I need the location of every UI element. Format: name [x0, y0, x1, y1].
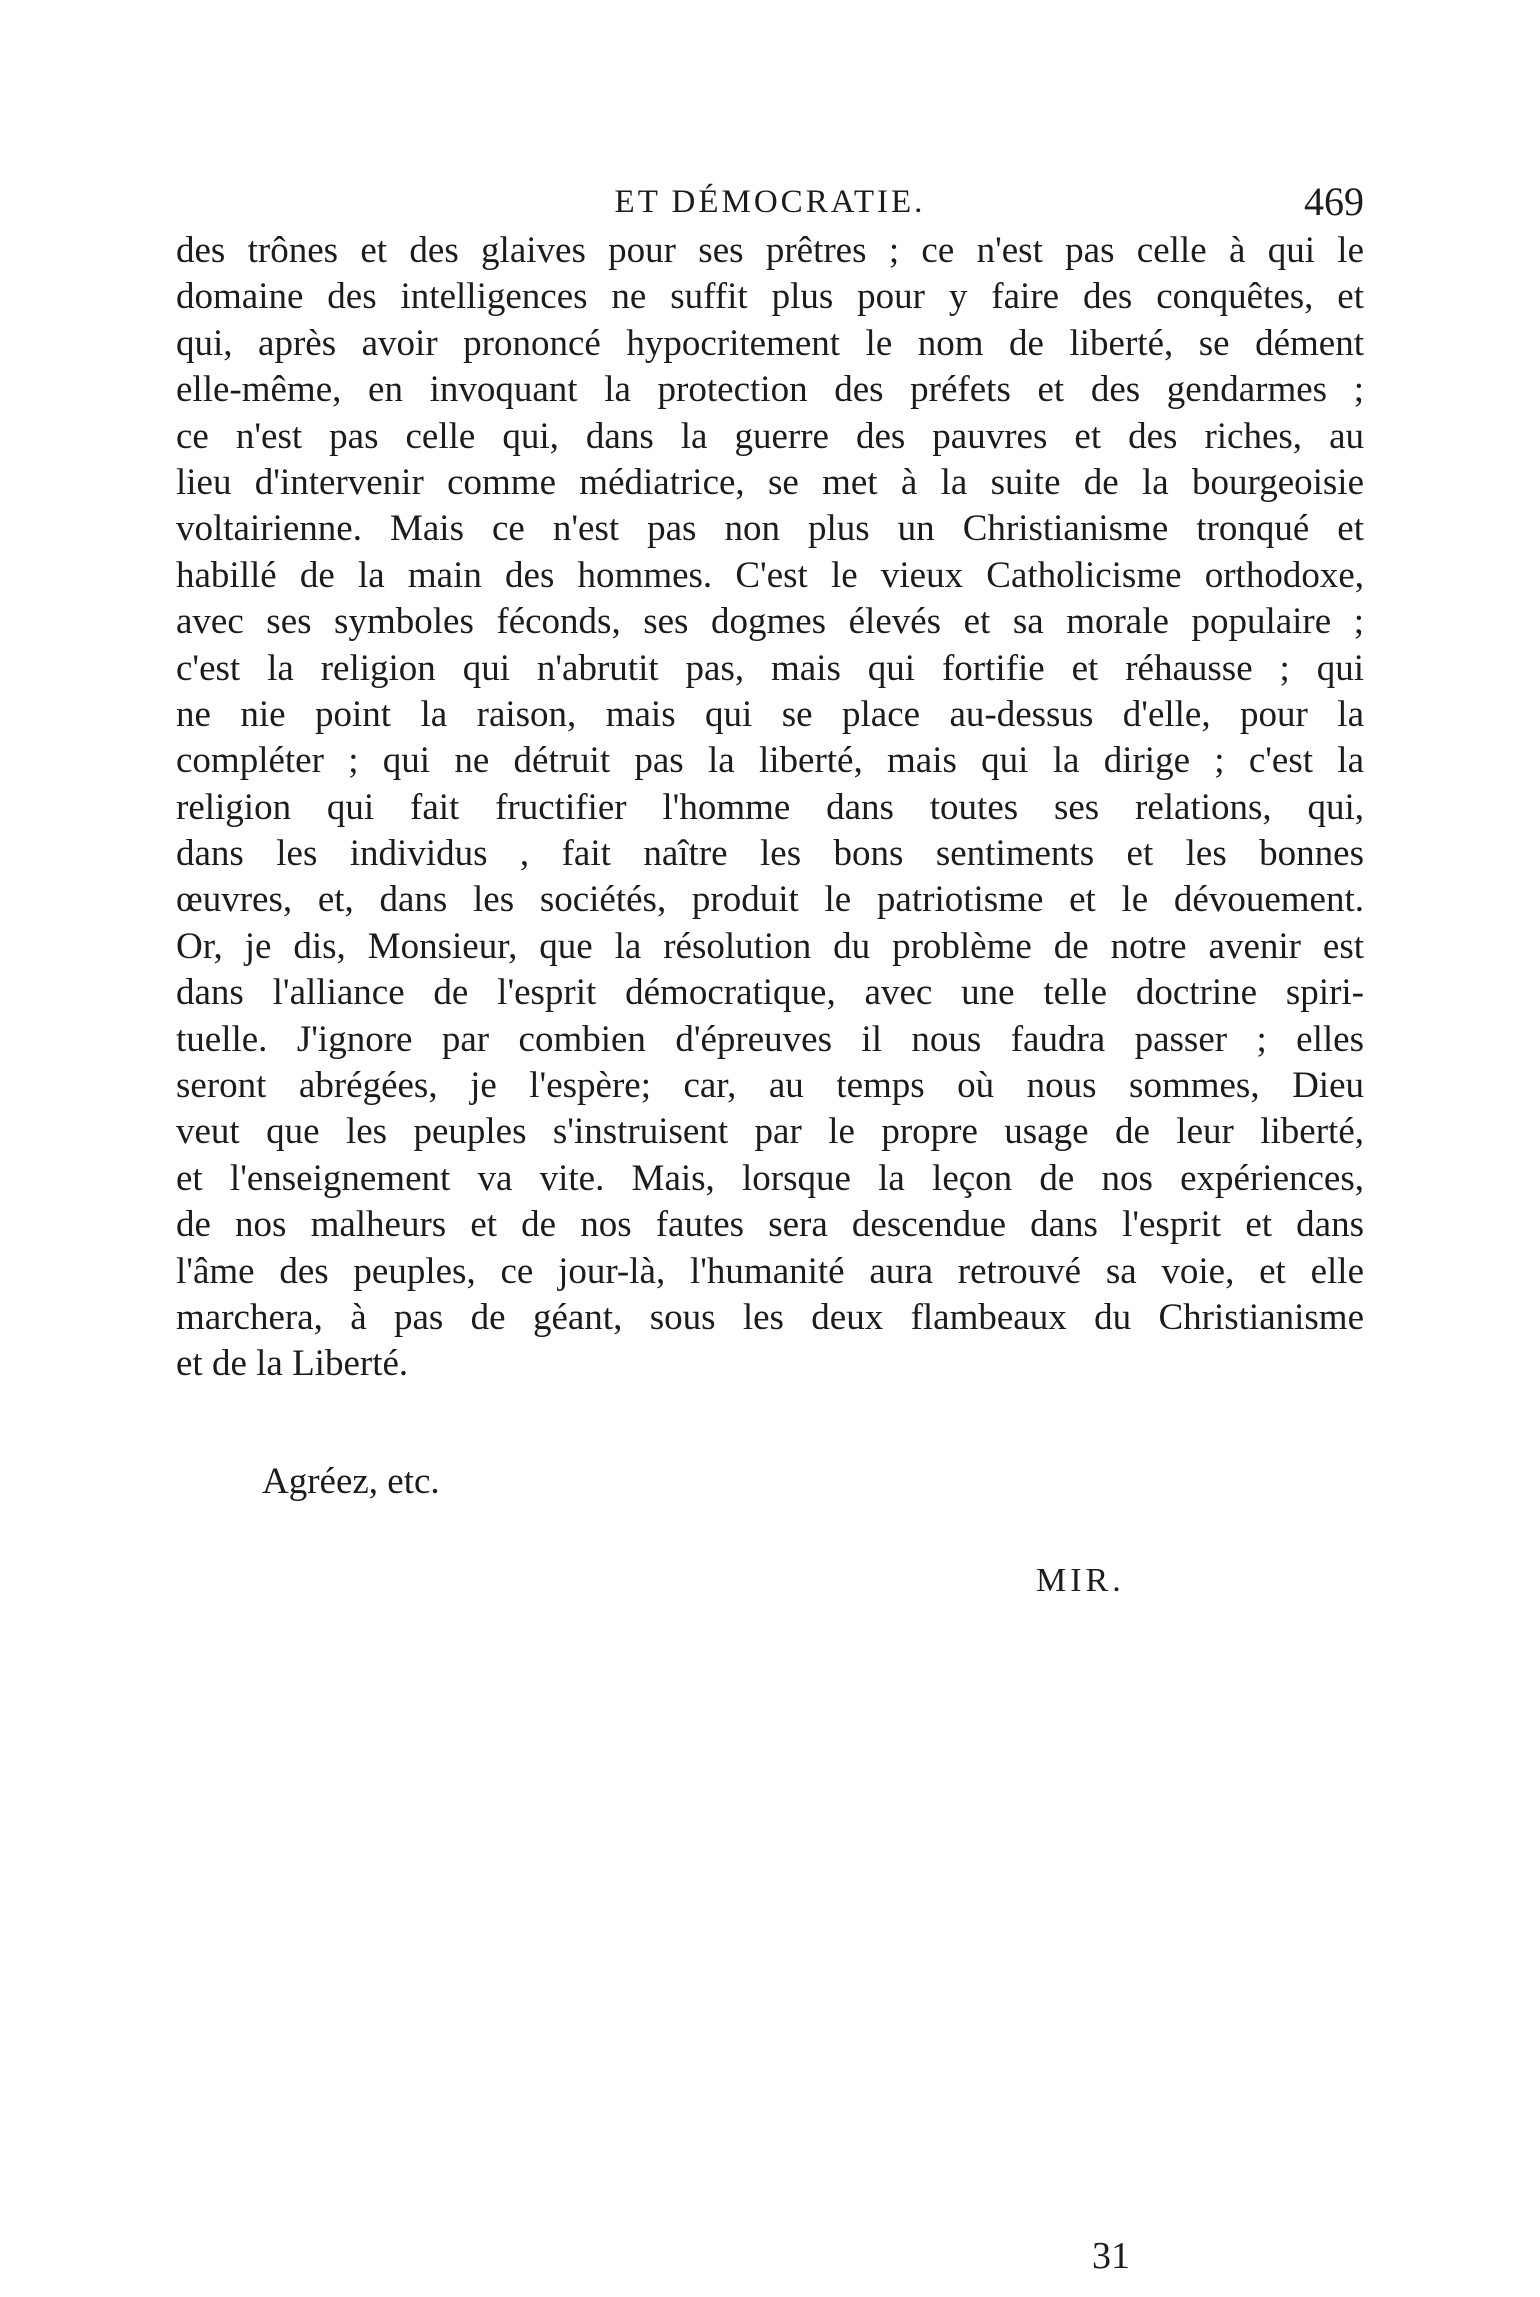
text-line: dans les individus , fait naître les bons sentiments et les bonnes	[176, 833, 1364, 875]
text-line: veut que les peuples s'instruisent par le propre usage de leur liberté,	[176, 1111, 1364, 1153]
text-line: œuvres, et, dans les sociétés, produit le patriotisme et le dévouement.	[176, 879, 1364, 921]
text-line: marchera, à pas de géant, sous les deux flambeaux du Christianisme	[176, 1296, 1364, 1338]
text-line: l'âme des peuples, ce jour-là, l'humanité aura retrouvé sa voie, et elle	[176, 1250, 1364, 1292]
text-line: lieu d'intervenir comme médiatrice, se met à la suite de la bourgeoisie	[176, 461, 1364, 503]
closing-formula: Agréez, etc.	[262, 1461, 440, 1502]
text-line: avec ses symboles féconds, ses dogmes élevés et sa morale populaire ;	[176, 601, 1364, 643]
text-line: Or, je dis, Monsieur, que la résolution du problème de notre avenir est	[176, 925, 1364, 967]
text-line: c'est la religion qui n'abrutit pas, mais qui fortifie et réhausse ; qui	[176, 647, 1364, 689]
text-line: habillé de la main des hommes. C'est le vieux Catholicisme orthodoxe,	[176, 554, 1364, 596]
text-line: qui, après avoir prononcé hypocritement le nom de liberté, se dément	[176, 322, 1364, 364]
text-line: seront abrégées, je l'espère; car, au temps où nous sommes, Dieu	[176, 1065, 1364, 1107]
author-signature: MIR.	[1036, 1562, 1125, 1599]
text-line: ce n'est pas celle qui, dans la guerre des pauvres et des riches, au	[176, 415, 1364, 457]
text-line: des trônes et des glaives pour ses prêtres ; ce n'est pas celle à qui le	[176, 230, 1364, 271]
text-line: et l'enseignement va vite. Mais, lorsque la leçon de nos expériences,	[176, 1157, 1364, 1199]
running-head	[176, 178, 1364, 226]
body-text	[176, 228, 1364, 1388]
text-line: religion qui fait fructifier l'homme dans toutes ses relations, qui,	[176, 786, 1364, 828]
text-line: dans l'alliance de l'esprit démocratique, avec une telle doctrine spiri-	[176, 972, 1364, 1014]
gathering-signature-mark: 31	[1092, 2235, 1130, 2277]
text-line: compléter ; qui ne détruit pas la liberté, mais qui la dirige ; c'est la	[176, 740, 1364, 782]
text-line: voltairienne. Mais ce n'est pas non plus un Christianisme tronqué et	[176, 508, 1364, 550]
text-line: de nos malheurs et de nos fautes sera descendue dans l'esprit et dans	[176, 1204, 1364, 1246]
page-number: 469	[1304, 179, 1364, 224]
text-line: tuelle. J'ignore par combien d'épreuves il nous faudra passer ; elles	[176, 1018, 1364, 1060]
running-title: ET DÉMOCRATIE.	[614, 184, 926, 220]
text-line-last: et de la Liberté.	[176, 1343, 409, 1385]
text-line: ne nie point la raison, mais qui se place au-dessus d'elle, pour la	[176, 693, 1364, 735]
text-line: elle-même, en invoquant la protection des préfets et des gendarmes ;	[176, 369, 1364, 411]
text-line: domaine des intelligences ne suffit plus pour y faire des conquêtes, et	[176, 276, 1364, 318]
